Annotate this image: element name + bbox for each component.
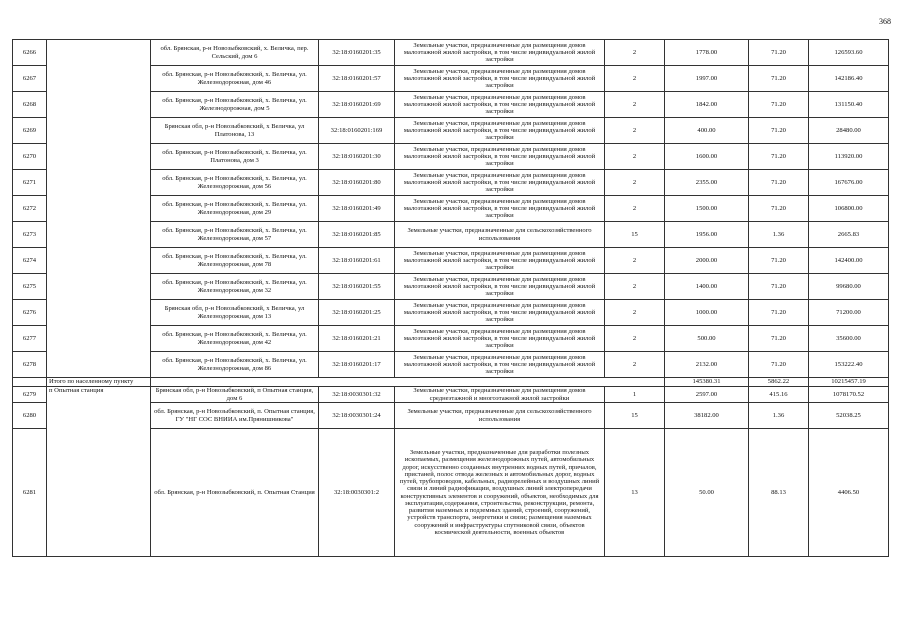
- land-use: Земельные участки, предназначенные для размещения домов малоэтажной жилой застройки, в том числе индивидуальной жилой застройки: [395, 196, 605, 222]
- row-number: 6271: [13, 170, 47, 196]
- total-rate: 5862.22: [749, 378, 809, 387]
- rate: 71.20: [749, 300, 809, 326]
- area: 38182.00: [665, 403, 749, 429]
- cadastral-value: 142400.00: [809, 248, 889, 274]
- address: обл. Брянская, р-н Новозыбковский, х. Величка, ул. Железнодорожная, дом 78: [151, 248, 319, 274]
- group-number: 15: [605, 403, 665, 429]
- group-number: 2: [605, 326, 665, 352]
- rate: 71.20: [749, 92, 809, 118]
- address: обл. Брянская, р-н Новозыбковский, х. Величка, ул. Железнодорожная, дом 42: [151, 326, 319, 352]
- area: 1000.00: [665, 300, 749, 326]
- cadastral-number: 32:18:0160201:85: [319, 222, 395, 248]
- area: 1956.00: [665, 222, 749, 248]
- row-number: 6273: [13, 222, 47, 248]
- land-use: Земельные участки, предназначенные для размещения домов малоэтажной жилой застройки, в том числе индивидуальной жилой застройки: [395, 248, 605, 274]
- cadastral-value: 71200.00: [809, 300, 889, 326]
- cadastral-value: 142186.40: [809, 66, 889, 92]
- page-number: 368: [879, 17, 891, 26]
- group-number: 2: [605, 144, 665, 170]
- locality: [47, 40, 151, 378]
- row-number: 6276: [13, 300, 47, 326]
- area: 1997.00: [665, 66, 749, 92]
- land-use: Земельные участки, предназначенные для размещения домов малоэтажной жилой застройки, в том числе индивидуальной жилой застройки: [395, 92, 605, 118]
- group-number: 2: [605, 196, 665, 222]
- row-number: 6279: [13, 387, 47, 403]
- cadastral-number: 32:18:0160201:17: [319, 352, 395, 378]
- rate: 71.20: [749, 66, 809, 92]
- cadastral-value: 52038.25: [809, 403, 889, 429]
- cadastral-number: 32:18:0160201:80: [319, 170, 395, 196]
- cadastral-number: 32:18:0160201:55: [319, 274, 395, 300]
- cadastral-number: 32:18:0160201:57: [319, 66, 395, 92]
- address: Брянская обл, р-н Новозыбковский, п Опытная станция, дом 6: [151, 387, 319, 403]
- row-number: 6281: [13, 429, 47, 557]
- group-number: 2: [605, 40, 665, 66]
- cadastral-value: 99680.00: [809, 274, 889, 300]
- land-use: Земельные участки, предназначенные для размещения домов малоэтажной жилой застройки, в том числе индивидуальной жилой застройки: [395, 118, 605, 144]
- land-use: Земельные участки, предназначенные для сельскохозяйственного использования: [395, 403, 605, 429]
- cadastral-number: 32:18:0160201:69: [319, 92, 395, 118]
- address: обл. Брянская, р-н Новозыбковский, х. Величка, ул. Платонова, дом 3: [151, 144, 319, 170]
- land-use: Земельные участки, предназначенные для размещения домов малоэтажной жилой застройки, в том числе индивидуальной жилой застройки: [395, 300, 605, 326]
- address: обл. Брянская, р-н Новозыбковский, х. Величка, ул. Железнодорожная, дом 5: [151, 92, 319, 118]
- area: 2132.00: [665, 352, 749, 378]
- address: обл. Брянская, р-н Новозыбковский, х. Величка, ул. Железнодорожная, дом 46: [151, 66, 319, 92]
- land-use: Земельные участки, предназначенные для размещения домов малоэтажной жилой застройки, в том числе индивидуальной жилой застройки: [395, 274, 605, 300]
- cadastral-number: 32:18:0160201:169: [319, 118, 395, 144]
- address: обл. Брянская, р-н Новозыбковский, п. Опытная станция, ГУ "НГ СОС ВНИИА им.Прянишникова": [151, 403, 319, 429]
- row-number: 6269: [13, 118, 47, 144]
- cadastral-value: 1078170.52: [809, 387, 889, 403]
- address: обл. Брянская, р-н Новозыбковский, п. Опытная Станция: [151, 429, 319, 557]
- cadastral-value: 131150.40: [809, 92, 889, 118]
- row-number: 6275: [13, 274, 47, 300]
- area: 1500.00: [665, 196, 749, 222]
- land-use: Земельные участки, предназначенные для сельскохозяйственного использования: [395, 222, 605, 248]
- cadastral-number: 32:18:0160201:49: [319, 196, 395, 222]
- group-number: 2: [605, 118, 665, 144]
- total-value: 10215457.19: [809, 378, 889, 387]
- row-number: 6274: [13, 248, 47, 274]
- total-area: 145380.31: [665, 378, 749, 387]
- rate: 71.20: [749, 352, 809, 378]
- group-number: 2: [605, 66, 665, 92]
- row-number: 6268: [13, 92, 47, 118]
- row-number: 6266: [13, 40, 47, 66]
- rate: 71.20: [749, 248, 809, 274]
- address: обл. Брянская, р-н Новозыбковский, х. Величка, ул. Железнодорожная, дом 29: [151, 196, 319, 222]
- cadastral-value: 28480.00: [809, 118, 889, 144]
- area: 1400.00: [665, 274, 749, 300]
- cadastral-value: 106800.00: [809, 196, 889, 222]
- rate: 1.36: [749, 222, 809, 248]
- row-number: 6272: [13, 196, 47, 222]
- area: 50.00: [665, 429, 749, 557]
- cadastral-value: 167676.00: [809, 170, 889, 196]
- row-number: 6270: [13, 144, 47, 170]
- address: Брянская обл, р-н Новозыбковский, х Величка, ул Железнодорожная, дом 13: [151, 300, 319, 326]
- group-number: 2: [605, 352, 665, 378]
- group-number: 13: [605, 429, 665, 557]
- address: обл. Брянская, р-н Новозыбковский, х. Величка, ул. Железнодорожная, дом 57: [151, 222, 319, 248]
- group-number: 2: [605, 248, 665, 274]
- rate: 71.20: [749, 118, 809, 144]
- area: 500.00: [665, 326, 749, 352]
- area: 2355.00: [665, 170, 749, 196]
- address: обл. Брянская, р-н Новозыбковский, х. Величка, ул. Железнодорожная, дом 32: [151, 274, 319, 300]
- cadastral-value: 153222.40: [809, 352, 889, 378]
- table-row: [13, 40, 889, 66]
- rate: 88.13: [749, 429, 809, 557]
- land-use: Земельные участки, предназначенные для разработки полезных ископаемых, размещения железнодорожных путей, автомобильных дорог, искусственно созданных внутренних водных путей, причалов, пристаней, полос отвода железных и автомобильных дорог, водных путей, трубопроводов, кабельных, радиорелейных и воздушных линий связи и линий радиофикации, воздушных линий электропередачи конструктивных элементов и сооружений, объектов, необходимых для эксплуатации,содержания, строительства, реконструкции, ремонта, развития наземных и подземных зданий, строений, сооружений, устройств транспорта, энергетики и связи; размещения наземных сооружений и инфраструктуры спутниковой связи, объектов космической деятельности, военных объектов: [395, 429, 605, 557]
- land-use: Земельные участки, предназначенные для размещения домов малоэтажной жилой застройки, в том числе индивидуальной жилой застройки: [395, 66, 605, 92]
- land-use: Земельные участки, предназначенные для размещения домов малоэтажной жилой застройки, в том числе индивидуальной жилой застройки: [395, 352, 605, 378]
- cadastral-number: 32:18:0030301:32: [319, 387, 395, 403]
- area: 1842.00: [665, 92, 749, 118]
- group-number: 1: [605, 387, 665, 403]
- total-label: Итого по населенному пункту: [47, 378, 151, 387]
- cadastral-value: 126593.60: [809, 40, 889, 66]
- address: обл. Брянская, р-н Новозыбковский, х. Величка, пер. Сельский, дом 6: [151, 40, 319, 66]
- area: 2000.00: [665, 248, 749, 274]
- rate: 71.20: [749, 170, 809, 196]
- land-use: Земельные участки, предназначенные для размещения домов малоэтажной жилой застройки, в том числе индивидуальной жилой застройки: [395, 170, 605, 196]
- row-number: 6277: [13, 326, 47, 352]
- group-number: 2: [605, 170, 665, 196]
- group-number: 2: [605, 300, 665, 326]
- rate: 71.20: [749, 144, 809, 170]
- cadastral-number: 32:18:0030301:24: [319, 403, 395, 429]
- area: 1600.00: [665, 144, 749, 170]
- row-number: 6278: [13, 352, 47, 378]
- land-registry-table: [12, 39, 889, 557]
- rate: 71.20: [749, 326, 809, 352]
- area: 2597.00: [665, 387, 749, 403]
- address: обл. Брянская, р-н Новозыбковский, х. Величка, ул. Железнодорожная, дом 56: [151, 170, 319, 196]
- land-use: Земельные участки, предназначенные для размещения домов малоэтажной жилой застройки, в том числе индивидуальной жилой застройки: [395, 40, 605, 66]
- total-empty: [13, 378, 47, 387]
- rate: 71.20: [749, 196, 809, 222]
- rate: 71.20: [749, 40, 809, 66]
- group-number: 2: [605, 274, 665, 300]
- cadastral-value: 35600.00: [809, 326, 889, 352]
- land-use: Земельные участки, предназначенные для размещения домов малоэтажной жилой застройки, в том числе индивидуальной жилой застройки: [395, 326, 605, 352]
- table-row: [13, 387, 889, 403]
- row-number: 6280: [13, 403, 47, 429]
- cadastral-value: 4406.50: [809, 429, 889, 557]
- locality: п Опытная станция: [47, 387, 151, 557]
- rate: 1.36: [749, 403, 809, 429]
- land-use: Земельные участки, предназначенные для размещения домов малоэтажной жилой застройки, в том числе индивидуальной жилой застройки: [395, 144, 605, 170]
- cadastral-number: 32:18:0160201:25: [319, 300, 395, 326]
- address: Брянская обл, р-н Новозыбковский, х Величка, ул Платонова, 13: [151, 118, 319, 144]
- cadastral-number: 32:18:0030301:2: [319, 429, 395, 557]
- group-number: 15: [605, 222, 665, 248]
- cadastral-number: 32:18:0160201:35: [319, 40, 395, 66]
- cadastral-value: 113920.00: [809, 144, 889, 170]
- table-body: [13, 40, 889, 557]
- row-number: 6267: [13, 66, 47, 92]
- area: 400.00: [665, 118, 749, 144]
- cadastral-number: 32:18:0160201:21: [319, 326, 395, 352]
- rate: 415.16: [749, 387, 809, 403]
- area: 1778.00: [665, 40, 749, 66]
- land-use: Земельные участки, предназначенные для размещения домов среднеэтажной и многоэтажной жилой застройки: [395, 387, 605, 403]
- cadastral-value: 2665.83: [809, 222, 889, 248]
- total-row: [13, 378, 889, 387]
- group-number: 2: [605, 92, 665, 118]
- rate: 71.20: [749, 274, 809, 300]
- address: обл. Брянская, р-н Новозыбковский, х. Величка, ул. Железнодорожная, дом 86: [151, 352, 319, 378]
- total-empty: [151, 378, 665, 387]
- cadastral-number: 32:18:0160201:61: [319, 248, 395, 274]
- cadastral-number: 32:18:0160201:30: [319, 144, 395, 170]
